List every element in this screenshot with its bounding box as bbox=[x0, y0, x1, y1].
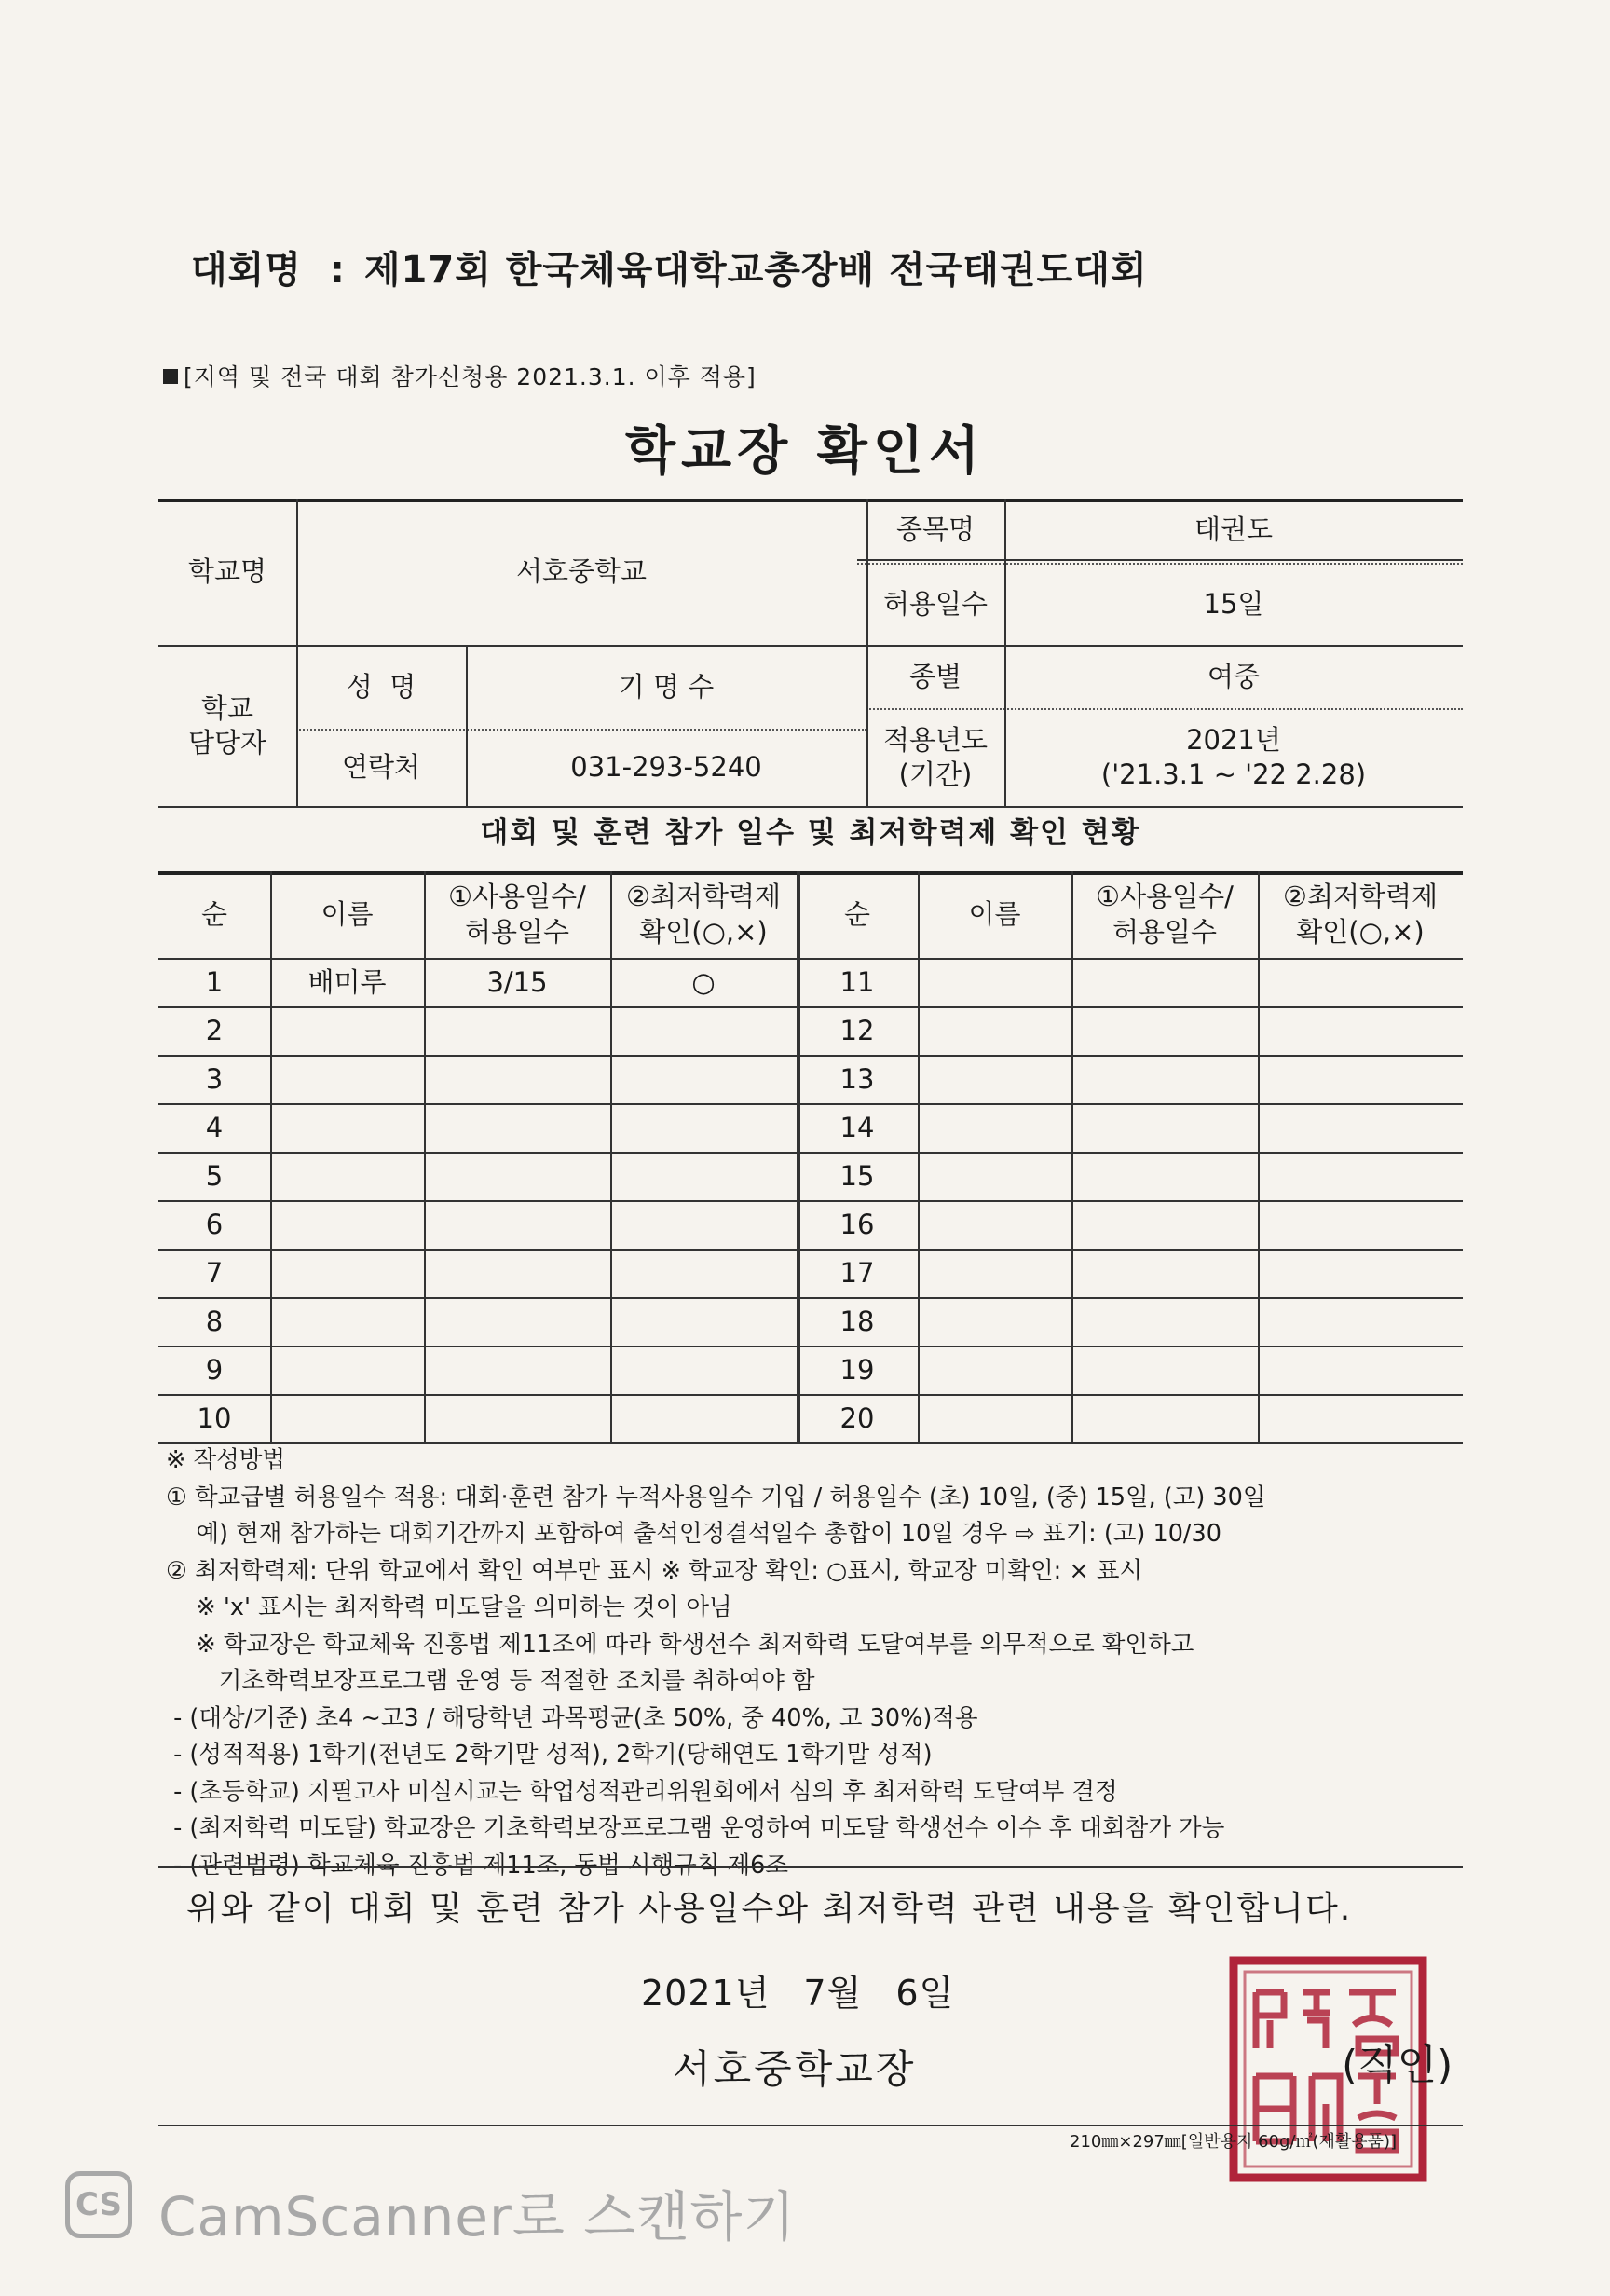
min-academic-check bbox=[1258, 1200, 1463, 1249]
athlete-name bbox=[918, 1006, 1071, 1055]
used-days bbox=[1071, 1055, 1258, 1103]
min-academic-check bbox=[1258, 1249, 1463, 1297]
confirmation-statement: 위와 같이 대회 및 훈련 참가 사용일수와 최저학력 관련 내용을 확인합니다. bbox=[186, 1890, 1353, 1928]
athlete-name bbox=[918, 1297, 1071, 1346]
date-year: 2021년 bbox=[641, 1973, 771, 2014]
min-academic-check bbox=[1258, 958, 1463, 1006]
min-academic-check bbox=[1258, 1103, 1463, 1152]
instruction-line: - (초등학교) 지필고사 미실시교는 학업성적관리위원회에서 심의 후 최저학력 도달여부 결정 bbox=[166, 1777, 1118, 1806]
principal-title: 서호중학교장 bbox=[673, 2046, 917, 2092]
min-academic-check bbox=[610, 1346, 797, 1394]
row-number: 4 bbox=[205, 1111, 224, 1143]
contest-label: 대회명 bbox=[191, 249, 302, 292]
paper-spec: 210㎜×297㎜[일반용지 60g/㎡(재활용품)] bbox=[1070, 2132, 1398, 2152]
min-academic-check bbox=[1258, 1152, 1463, 1200]
used-days bbox=[424, 1152, 610, 1200]
event-label: 종목명 bbox=[895, 513, 976, 546]
row-number: 19 bbox=[839, 1353, 875, 1386]
row-number: 20 bbox=[839, 1401, 875, 1434]
athlete-name bbox=[918, 1200, 1071, 1249]
min-academic-check bbox=[610, 1152, 797, 1200]
min-academic-check: ○ bbox=[691, 965, 716, 998]
row-number: 12 bbox=[839, 1014, 875, 1046]
used-days bbox=[1071, 958, 1258, 1006]
used-days bbox=[424, 1103, 610, 1152]
usage-notice bbox=[163, 359, 757, 392]
used-days bbox=[424, 1249, 610, 1297]
info-bottom-rule bbox=[158, 806, 1463, 808]
instruction-line: ※ 작성방법 bbox=[166, 1446, 286, 1474]
athlete-name bbox=[918, 1152, 1071, 1200]
athlete-name bbox=[270, 1055, 424, 1103]
row-number: 6 bbox=[205, 1208, 224, 1240]
instruction-line: - (최저학력 미도달) 학교장은 기초학력보장프로그램 운영하여 미도달 학생선수 이수 후 대회참가 가능 bbox=[166, 1814, 1225, 1842]
type-value: 여중 bbox=[1207, 660, 1261, 692]
camscanner-logo-text: CS bbox=[75, 2186, 123, 2223]
row-number: 13 bbox=[839, 1062, 875, 1095]
used-days bbox=[1071, 1200, 1258, 1249]
min-academic-check bbox=[610, 1006, 797, 1055]
athlete-name bbox=[918, 1249, 1071, 1297]
footer-rule bbox=[158, 2125, 1463, 2126]
row-number: 7 bbox=[205, 1256, 224, 1289]
row-number: 2 bbox=[205, 1014, 224, 1046]
apply-year-value: 2021년 bbox=[1186, 724, 1281, 757]
row-number: 8 bbox=[205, 1305, 224, 1337]
instruction-line: ※ 학교장은 학교체육 진흥법 제11조에 따라 학생선수 최저학력 도달여부를 의무적으로 확인하고 bbox=[166, 1630, 1194, 1659]
instruction-line: ② 최저학력제: 단위 학교에서 확인 여부만 표시 ※ 학교장 확인: ○표시, 학교장 미확인: × 표시 bbox=[166, 1556, 1143, 1585]
athlete-name bbox=[270, 1006, 424, 1055]
row-number: 14 bbox=[839, 1111, 875, 1143]
row-number: 17 bbox=[839, 1256, 875, 1289]
used-days bbox=[1071, 1297, 1258, 1346]
status-title: 대회 및 훈련 참가 일수 및 최저학력제 확인 현황 bbox=[480, 816, 1141, 850]
status-header-cell: ①사용일수/ 허용일수 bbox=[1096, 880, 1234, 948]
athlete-name bbox=[918, 1394, 1071, 1442]
name-label: 성 명 bbox=[346, 670, 416, 703]
row-number: 16 bbox=[839, 1208, 875, 1240]
instruction-line: - (대상/기준) 초4 ~고3 / 해당학년 과목평균(초 50%, 중 40%, 고 30%)적용 bbox=[166, 1703, 978, 1732]
athlete-name bbox=[918, 1055, 1071, 1103]
min-academic-check bbox=[1258, 1394, 1463, 1442]
athlete-name bbox=[270, 1346, 424, 1394]
athlete-name bbox=[270, 1394, 424, 1442]
min-academic-check bbox=[610, 1297, 797, 1346]
instruction-line: 예) 현재 참가하는 대회기간까지 포함하여 출석인정결석일수 총합이 10일 경우 ⇨ 표기: (고) 10/30 bbox=[166, 1520, 1221, 1548]
date-month: 7월 bbox=[803, 1973, 863, 2014]
usage-notice-text: [지역 및 전국 대회 참가신청용 2021.3.1. 이후 적용] bbox=[184, 363, 757, 390]
apply-year-label: 적용년도 (기간) bbox=[882, 724, 989, 790]
school-name-value: 서호중학교 bbox=[515, 555, 648, 588]
min-academic-check bbox=[1258, 1346, 1463, 1394]
used-days bbox=[1071, 1346, 1258, 1394]
camscanner-logo-icon bbox=[65, 2171, 132, 2238]
school-name-label: 학교명 bbox=[187, 555, 267, 588]
row-number: 3 bbox=[205, 1062, 224, 1095]
apply-year-cell bbox=[1004, 708, 1463, 806]
manager-label: 학교 담당자 bbox=[187, 692, 267, 758]
athlete-name bbox=[918, 958, 1071, 1006]
min-academic-check bbox=[610, 1249, 797, 1297]
contest-name: 제17회 한국체육대학교총장배 전국태권도대회 bbox=[363, 249, 1148, 292]
contest-colon: : bbox=[329, 249, 346, 292]
status-header-cell: 이름 bbox=[321, 897, 374, 930]
contact-label: 연락처 bbox=[341, 751, 421, 784]
used-days bbox=[424, 1394, 610, 1442]
event-value: 태권도 bbox=[1194, 513, 1274, 546]
seal-label: (직인) bbox=[1342, 2042, 1453, 2089]
used-days bbox=[1071, 1249, 1258, 1297]
used-days bbox=[1071, 1103, 1258, 1152]
status-header-cell: 순 bbox=[200, 897, 227, 930]
status-header-cell: ②최저학력제 확인(○,×) bbox=[625, 880, 782, 948]
manager-name-value: 기 명 수 bbox=[618, 670, 715, 703]
athlete-name bbox=[270, 1103, 424, 1152]
instruction-line: ① 학교급별 허용일수 적용: 대회·훈련 참가 누적사용일수 기입 / 허용일수 (초) 10일, (중) 15일, (고) 30일 bbox=[166, 1483, 1266, 1511]
row-number: 5 bbox=[205, 1159, 224, 1192]
status-header-cell: 순 bbox=[843, 897, 870, 930]
athlete-name: 배미루 bbox=[307, 965, 387, 998]
min-academic-check bbox=[1258, 1055, 1463, 1103]
used-days bbox=[424, 1006, 610, 1055]
camscanner-watermark: CamScanner로 스캔하기 bbox=[158, 2185, 797, 2248]
used-days bbox=[424, 1055, 610, 1103]
min-academic-check bbox=[1258, 1006, 1463, 1055]
type-label: 종별 bbox=[908, 660, 962, 692]
min-academic-check bbox=[610, 1394, 797, 1442]
status-header-cell: ②최저학력제 확인(○,×) bbox=[1282, 880, 1439, 948]
allowed-days-value: 15일 bbox=[1203, 587, 1264, 620]
notes-bottom-rule bbox=[158, 1866, 1463, 1868]
athlete-name bbox=[918, 1346, 1071, 1394]
document-title: 학교장 확인서 bbox=[624, 421, 986, 482]
used-days bbox=[1071, 1152, 1258, 1200]
used-days bbox=[1071, 1006, 1258, 1055]
instruction-line: ※ 'x' 표시는 최저학력 미도달을 의미하는 것이 아님 bbox=[166, 1593, 732, 1621]
used-days bbox=[424, 1297, 610, 1346]
used-days bbox=[1071, 1394, 1258, 1442]
athlete-name bbox=[270, 1249, 424, 1297]
athlete-name bbox=[270, 1200, 424, 1249]
issue-date bbox=[641, 1964, 954, 2016]
row-number: 1 bbox=[205, 965, 224, 998]
instructions bbox=[166, 1442, 1489, 1884]
athlete-name bbox=[270, 1297, 424, 1346]
row-number: 15 bbox=[839, 1159, 875, 1192]
min-academic-check bbox=[610, 1103, 797, 1152]
used-days: 3/15 bbox=[486, 965, 548, 998]
contact-value: 031-293-5240 bbox=[570, 751, 762, 784]
instruction-line: 기초학력보장프로그램 운영 등 적절한 조치를 취하여야 함 bbox=[166, 1667, 815, 1695]
used-days bbox=[424, 1346, 610, 1394]
instruction-line: - (성적적용) 1학기(전년도 2학기말 성적), 2학기(당해연도 1학기말 성적) bbox=[166, 1741, 933, 1769]
athlete-name bbox=[918, 1103, 1071, 1152]
row-number: 18 bbox=[839, 1305, 875, 1337]
apply-period-value: ('21.3.1 ~ '22 2.28) bbox=[1100, 758, 1367, 790]
allowed-days-label: 허용일수 bbox=[882, 587, 989, 620]
row-number: 10 bbox=[197, 1401, 232, 1434]
used-days bbox=[424, 1200, 610, 1249]
row-number: 11 bbox=[839, 965, 875, 998]
status-header-cell: ①사용일수/ 허용일수 bbox=[448, 880, 586, 948]
contest-line bbox=[191, 240, 1148, 294]
square-bullet-icon bbox=[163, 369, 178, 384]
instruction-line: - (관련법령) 학교체육 진흥법 제11조, 동법 시행규칙 제6조 bbox=[166, 1851, 789, 1879]
min-academic-check bbox=[610, 1200, 797, 1249]
row-number: 9 bbox=[205, 1353, 224, 1386]
min-academic-check bbox=[610, 1055, 797, 1103]
min-academic-check bbox=[1258, 1297, 1463, 1346]
athlete-name bbox=[270, 1152, 424, 1200]
status-header-cell: 이름 bbox=[968, 897, 1021, 930]
date-day: 6일 bbox=[895, 1973, 955, 2014]
